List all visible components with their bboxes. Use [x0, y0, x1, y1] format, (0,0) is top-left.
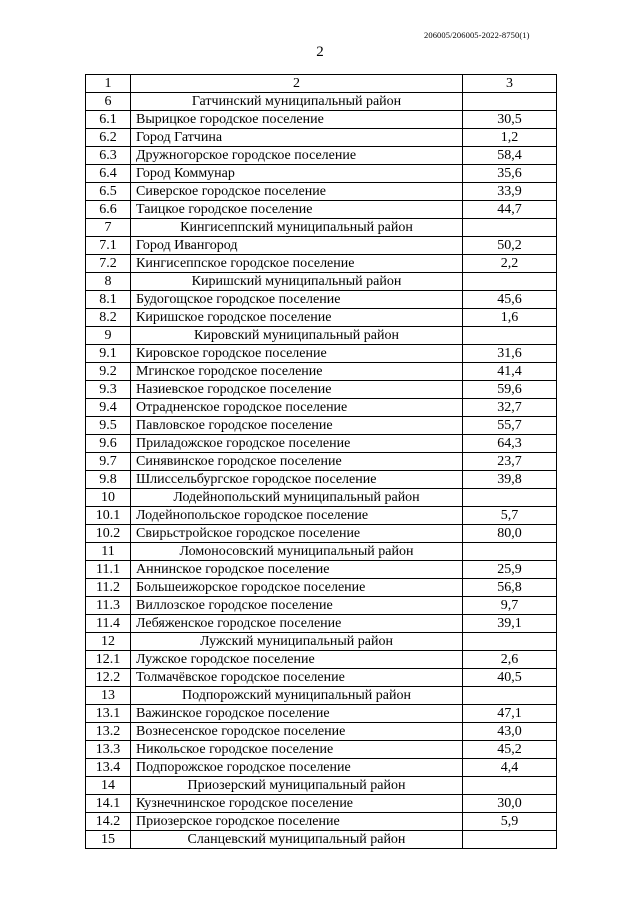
row-number: 9.3 [86, 381, 131, 399]
district-row [86, 219, 557, 237]
district-name: Подпорожский муниципальный район [131, 687, 463, 705]
settlement-name: Киришское городское поселение [131, 309, 463, 327]
settlement-name: Никольское городское поселение [131, 741, 463, 759]
document-id: 206005/206005-2022-8750(1) [424, 30, 530, 40]
row-value: 43,0 [463, 723, 557, 741]
table-row [86, 435, 557, 453]
settlement-name: Город Коммунар [131, 165, 463, 183]
table-row [86, 507, 557, 525]
row-number: 13.1 [86, 705, 131, 723]
row-number: 12.1 [86, 651, 131, 669]
table-row [86, 147, 557, 165]
row-value: 80,0 [463, 525, 557, 543]
row-value: 2,6 [463, 651, 557, 669]
settlement-name: Кузнечнинское городское поселение [131, 795, 463, 813]
row-number: 11.1 [86, 561, 131, 579]
district-name: Кингисеппский муниципальный район [131, 219, 463, 237]
row-value: 50,2 [463, 237, 557, 255]
table-row [86, 183, 557, 201]
district-name: Приозерский муниципальный район [131, 777, 463, 795]
table-row [86, 759, 557, 777]
row-number: 7.1 [86, 237, 131, 255]
settlement-name: Лужское городское поселение [131, 651, 463, 669]
settlement-name: Город Ивангород [131, 237, 463, 255]
settlement-name: Назиевское городское поселение [131, 381, 463, 399]
row-value [463, 219, 557, 237]
row-value [463, 489, 557, 507]
table-row [86, 525, 557, 543]
row-value: 2,2 [463, 255, 557, 273]
table-row [86, 669, 557, 687]
row-number: 9.7 [86, 453, 131, 471]
row-value [463, 777, 557, 795]
row-value [463, 327, 557, 345]
row-value: 44,7 [463, 201, 557, 219]
header-col-3: 3 [463, 75, 557, 93]
row-number: 6.3 [86, 147, 131, 165]
row-number: 13.2 [86, 723, 131, 741]
row-value: 33,9 [463, 183, 557, 201]
row-value: 5,9 [463, 813, 557, 831]
row-number: 9.5 [86, 417, 131, 435]
row-value: 23,7 [463, 453, 557, 471]
row-value: 31,6 [463, 345, 557, 363]
row-value [463, 273, 557, 291]
row-value: 45,6 [463, 291, 557, 309]
settlement-name: Лебяженское городское поселение [131, 615, 463, 633]
settlement-name: Город Гатчина [131, 129, 463, 147]
row-number: 6.2 [86, 129, 131, 147]
row-number: 8.2 [86, 309, 131, 327]
row-number: 9.6 [86, 435, 131, 453]
settlement-name: Павловское городское поселение [131, 417, 463, 435]
row-number: 7 [86, 219, 131, 237]
row-number: 9 [86, 327, 131, 345]
settlement-name: Шлиссельбургское городское поселение [131, 471, 463, 489]
row-value: 40,5 [463, 669, 557, 687]
row-value [463, 93, 557, 111]
settlement-name: Большеижорское городское поселение [131, 579, 463, 597]
settlements-table [85, 74, 557, 849]
settlement-name: Лодейнопольское городское поселение [131, 507, 463, 525]
row-value: 47,1 [463, 705, 557, 723]
table-row [86, 381, 557, 399]
settlement-name: Сиверское городское поселение [131, 183, 463, 201]
settlement-name: Виллозское городское поселение [131, 597, 463, 615]
settlement-name: Толмачёвское городское поселение [131, 669, 463, 687]
header-col-2: 2 [131, 75, 463, 93]
row-value: 35,6 [463, 165, 557, 183]
settlement-name: Вырицкое городское поселение [131, 111, 463, 129]
row-value: 39,1 [463, 615, 557, 633]
table-row [86, 345, 557, 363]
table-row [86, 201, 557, 219]
settlement-name: Будогощское городское поселение [131, 291, 463, 309]
row-value: 1,6 [463, 309, 557, 327]
district-name: Киришский муниципальный район [131, 273, 463, 291]
settlement-name: Свирьстройское городское поселение [131, 525, 463, 543]
row-value: 32,7 [463, 399, 557, 417]
row-value: 56,8 [463, 579, 557, 597]
row-value: 45,2 [463, 741, 557, 759]
row-value: 41,4 [463, 363, 557, 381]
row-value [463, 831, 557, 849]
row-value: 25,9 [463, 561, 557, 579]
table-row [86, 129, 557, 147]
district-row [86, 273, 557, 291]
table-row [86, 309, 557, 327]
table-row [86, 723, 557, 741]
row-number: 6.6 [86, 201, 131, 219]
row-number: 11.3 [86, 597, 131, 615]
settlement-name: Отрадненское городское поселение [131, 399, 463, 417]
settlement-name: Мгинское городское поселение [131, 363, 463, 381]
row-value: 9,7 [463, 597, 557, 615]
row-value [463, 687, 557, 705]
table-body [86, 75, 557, 849]
row-number: 8.1 [86, 291, 131, 309]
row-value: 30,5 [463, 111, 557, 129]
table-row [86, 165, 557, 183]
row-number: 13.3 [86, 741, 131, 759]
district-name: Ломоносовский муниципальный район [131, 543, 463, 561]
settlement-name: Вознесенское городское поселение [131, 723, 463, 741]
settlement-name: Приозерское городское поселение [131, 813, 463, 831]
row-value: 30,0 [463, 795, 557, 813]
district-name: Кировский муниципальный район [131, 327, 463, 345]
row-number: 12.2 [86, 669, 131, 687]
district-row [86, 489, 557, 507]
table-row [86, 795, 557, 813]
table-row [86, 417, 557, 435]
row-number: 9.4 [86, 399, 131, 417]
row-number: 14.2 [86, 813, 131, 831]
row-number: 6 [86, 93, 131, 111]
table-row [86, 399, 557, 417]
district-row [86, 327, 557, 345]
settlement-name: Кингисеппское городское поселение [131, 255, 463, 273]
table-row [86, 579, 557, 597]
row-number: 14.1 [86, 795, 131, 813]
row-value: 1,2 [463, 129, 557, 147]
district-name: Лодейнопольский муниципальный район [131, 489, 463, 507]
table-row [86, 453, 557, 471]
district-row [86, 777, 557, 795]
settlement-name: Подпорожское городское поселение [131, 759, 463, 777]
district-row [86, 633, 557, 651]
row-number: 11.2 [86, 579, 131, 597]
table-row [86, 111, 557, 129]
table-row [86, 615, 557, 633]
table-row [86, 597, 557, 615]
row-number: 11.4 [86, 615, 131, 633]
settlement-name: Синявинское городское поселение [131, 453, 463, 471]
district-row [86, 687, 557, 705]
row-number: 9.2 [86, 363, 131, 381]
settlement-name: Кировское городское поселение [131, 345, 463, 363]
row-number: 9.8 [86, 471, 131, 489]
table-row [86, 705, 557, 723]
row-value: 5,7 [463, 507, 557, 525]
row-number: 13.4 [86, 759, 131, 777]
district-row [86, 831, 557, 849]
row-value: 64,3 [463, 435, 557, 453]
table-row [86, 255, 557, 273]
table-row [86, 651, 557, 669]
table-row [86, 237, 557, 255]
row-number: 6.5 [86, 183, 131, 201]
row-number: 6.4 [86, 165, 131, 183]
row-number: 7.2 [86, 255, 131, 273]
row-number: 14 [86, 777, 131, 795]
row-number: 10 [86, 489, 131, 507]
settlement-name: Приладожское городское поселение [131, 435, 463, 453]
district-row [86, 93, 557, 111]
row-value [463, 543, 557, 561]
table-row [86, 363, 557, 381]
row-value: 59,6 [463, 381, 557, 399]
table-header-row [86, 75, 557, 93]
table-row [86, 741, 557, 759]
page-number: 2 [316, 44, 324, 60]
settlement-name: Аннинское городское поселение [131, 561, 463, 579]
district-row [86, 543, 557, 561]
row-number: 6.1 [86, 111, 131, 129]
settlement-name: Таицкое городское поселение [131, 201, 463, 219]
settlement-name: Дружногорское городское поселение [131, 147, 463, 165]
row-value: 58,4 [463, 147, 557, 165]
table-row [86, 291, 557, 309]
row-number: 8 [86, 273, 131, 291]
row-number: 15 [86, 831, 131, 849]
settlement-name: Важинское городское поселение [131, 705, 463, 723]
row-value: 39,8 [463, 471, 557, 489]
table-row [86, 813, 557, 831]
row-number: 12 [86, 633, 131, 651]
row-number: 10.1 [86, 507, 131, 525]
row-value: 55,7 [463, 417, 557, 435]
header-col-1: 1 [86, 75, 131, 93]
district-name: Гатчинский муниципальный район [131, 93, 463, 111]
table-row [86, 471, 557, 489]
district-name: Лужский муниципальный район [131, 633, 463, 651]
district-name: Сланцевский муниципальный район [131, 831, 463, 849]
row-value: 4,4 [463, 759, 557, 777]
row-value [463, 633, 557, 651]
row-number: 10.2 [86, 525, 131, 543]
row-number: 11 [86, 543, 131, 561]
row-number: 13 [86, 687, 131, 705]
table-row [86, 561, 557, 579]
row-number: 9.1 [86, 345, 131, 363]
